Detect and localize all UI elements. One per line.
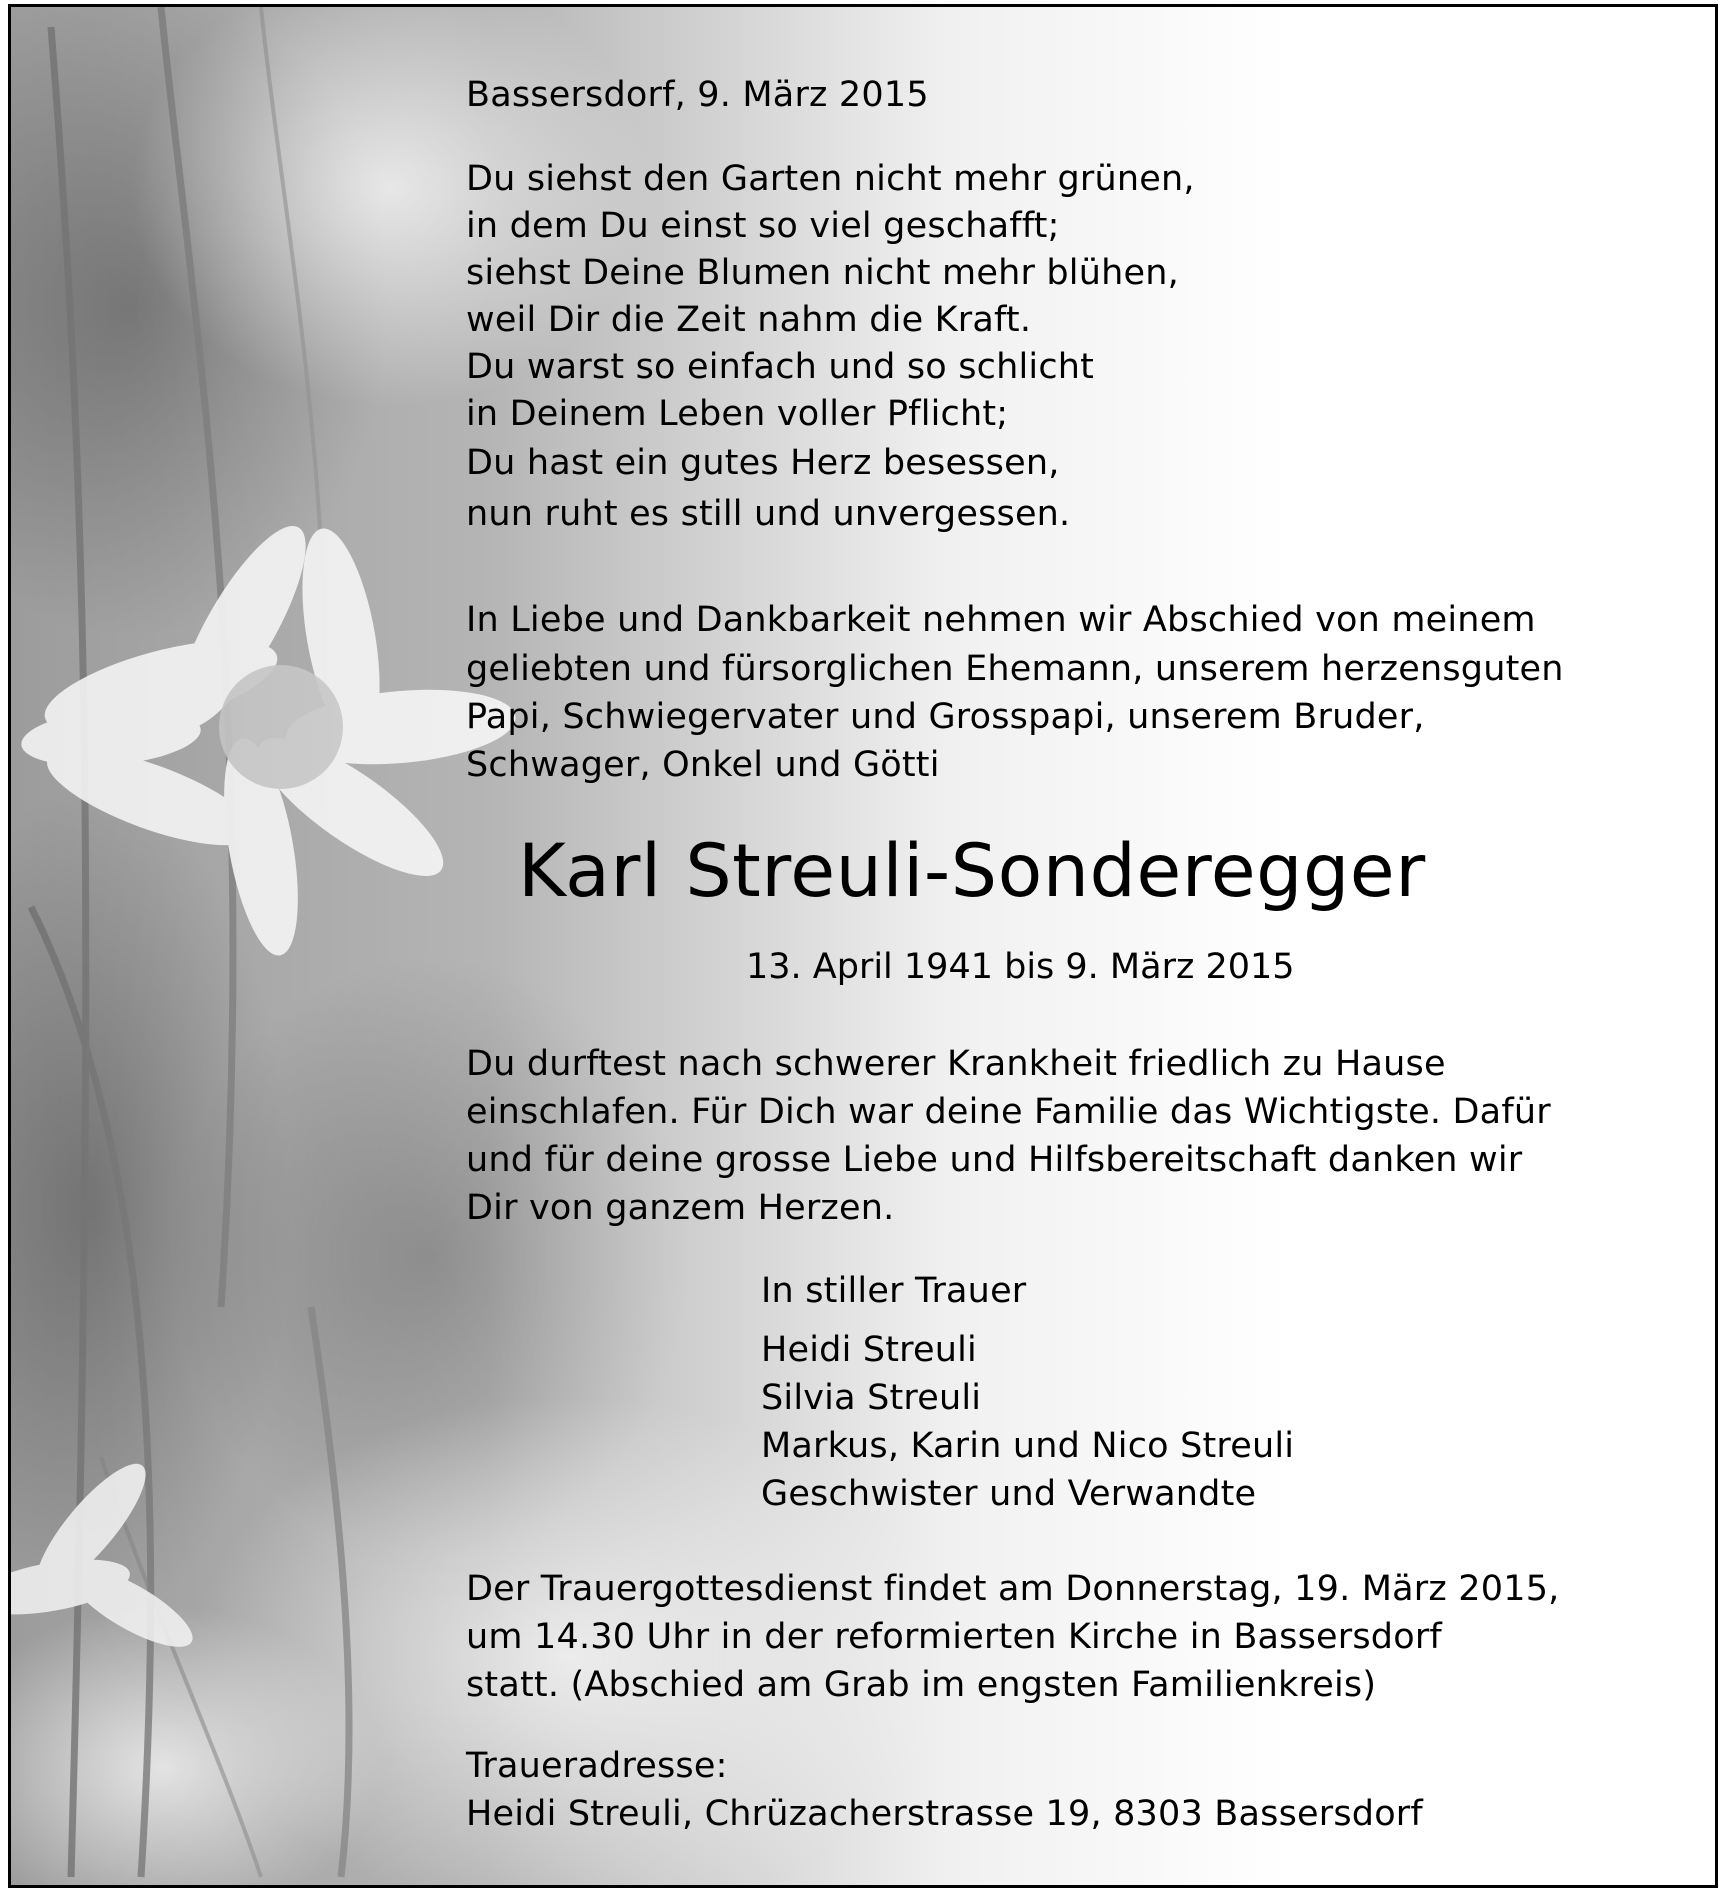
service-line: Der Trauergottesdienst findet am Donnerstag, 19. März 2015,	[466, 1569, 1560, 1609]
intro-line: In Liebe und Dankbarkeit nehmen wir Abschied von meinem	[466, 600, 1536, 640]
place-date: Bassersdorf, 9. März 2015	[466, 75, 929, 115]
service-line: um 14.30 Uhr in der reformierten Kirche in Bassersdorf	[466, 1617, 1442, 1657]
mourner-name: Silvia Streuli	[761, 1378, 982, 1418]
obituary-content	[466, 7, 1686, 1885]
mourners-heading: In stiller Trauer	[761, 1271, 1027, 1311]
address-value: Heidi Streuli, Chrüzacherstrasse 19, 8303 Bassersdorf	[466, 1794, 1423, 1834]
poem-line: in Deinem Leben voller Pflicht;	[466, 394, 1009, 434]
intro-line: Papi, Schwiegervater und Grosspapi, unserem Bruder,	[466, 697, 1425, 737]
life-dates: 13. April 1941 bis 9. März 2015	[746, 947, 1295, 987]
address-label: Traueradresse:	[466, 1746, 728, 1786]
poem-line: nun ruht es still und unvergessen.	[466, 494, 1071, 534]
intro-line: geliebten und fürsorglichen Ehemann, unserem herzensguten	[466, 649, 1564, 689]
mourner-name: Heidi Streuli	[761, 1330, 977, 1370]
poem-line: siehst Deine Blumen nicht mehr blühen,	[466, 253, 1179, 293]
mourner-name: Markus, Karin und Nico Streuli	[761, 1426, 1295, 1466]
deceased-name: Karl Streuli-Sonderegger	[518, 829, 1426, 914]
message-line: einschlafen. Für Dich war deine Familie das Wichtigste. Dafür	[466, 1092, 1551, 1132]
poem-line: weil Dir die Zeit nahm die Kraft.	[466, 300, 1032, 340]
mourner-name: Geschwister und Verwandte	[761, 1474, 1257, 1514]
poem-line: Du warst so einfach und so schlicht	[466, 347, 1095, 387]
message-line: Du durftest nach schwerer Krankheit friedlich zu Hause	[466, 1044, 1446, 1084]
message-line: und für deine grosse Liebe und Hilfsbereitschaft danken wir	[466, 1140, 1523, 1180]
obituary-frame	[8, 4, 1718, 1888]
poem-line: in dem Du einst so viel geschafft;	[466, 206, 1060, 246]
message-line: Dir von ganzem Herzen.	[466, 1188, 895, 1228]
poem-line: Du hast ein gutes Herz besessen,	[466, 443, 1060, 483]
service-line: statt. (Abschied am Grab im engsten Familienkreis)	[466, 1665, 1377, 1705]
poem-line: Du siehst den Garten nicht mehr grünen,	[466, 159, 1195, 199]
intro-line: Schwager, Onkel und Götti	[466, 745, 940, 785]
